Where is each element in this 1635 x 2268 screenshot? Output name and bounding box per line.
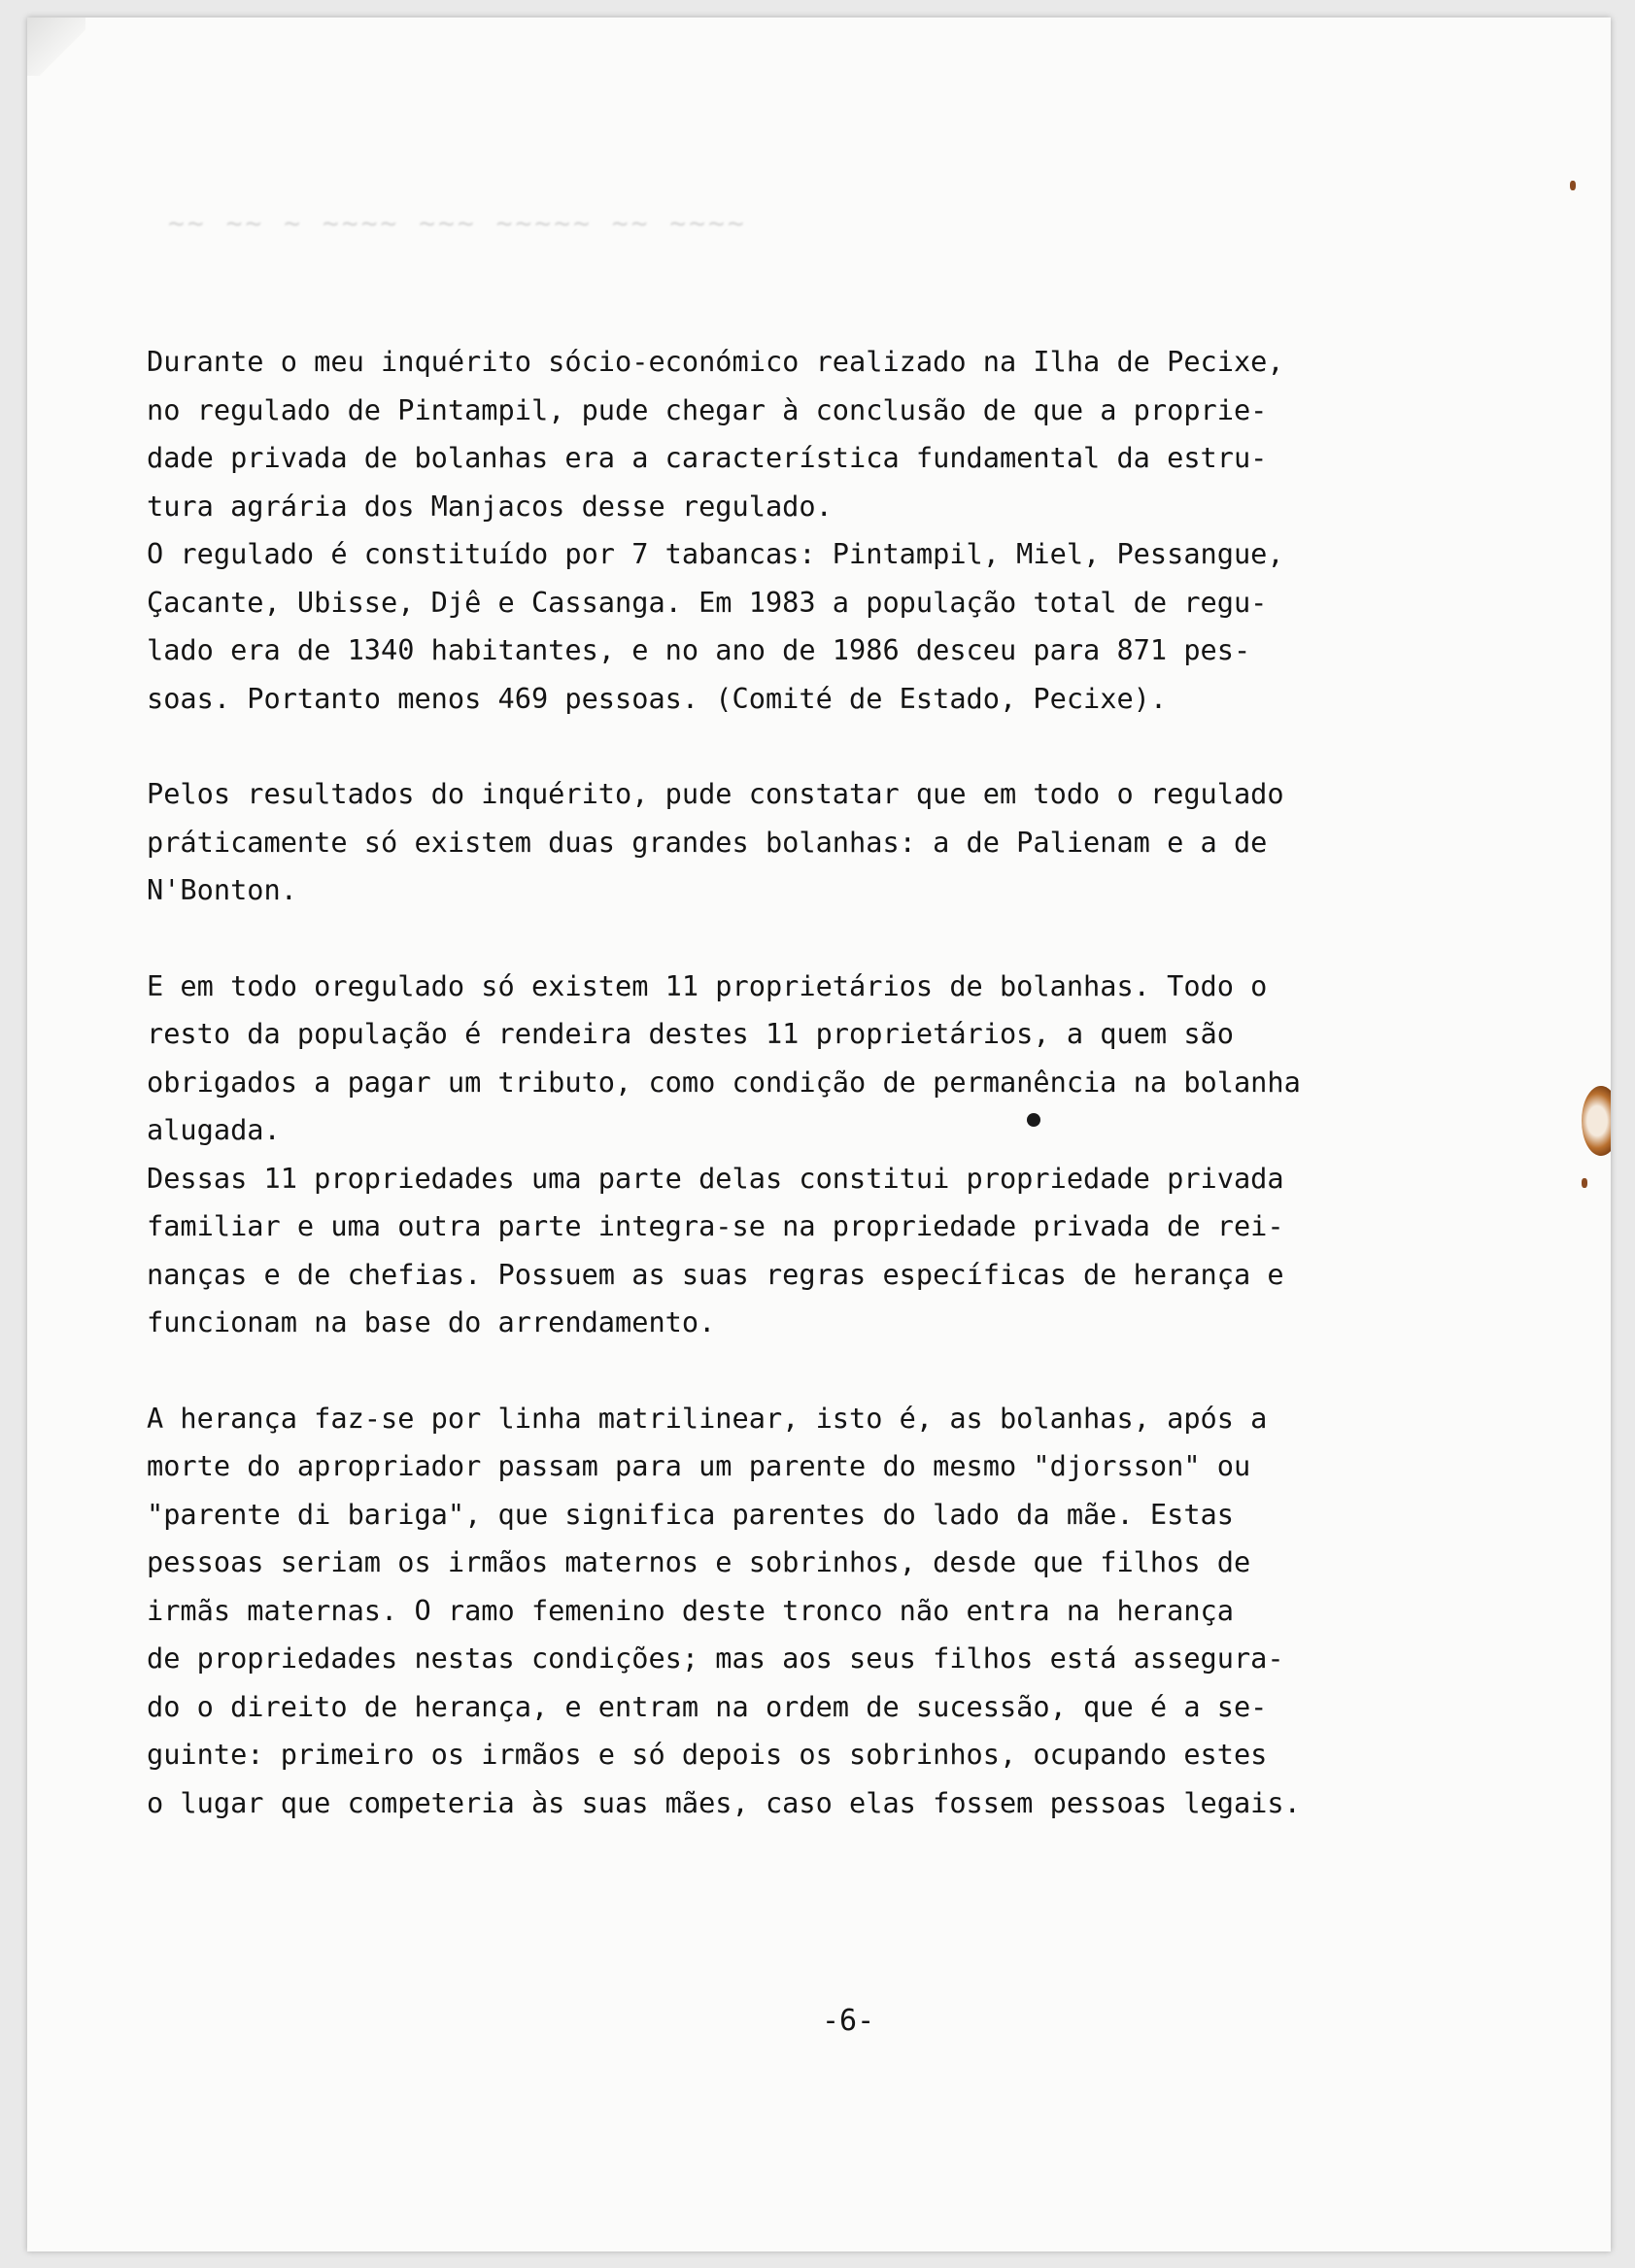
- text-line: E em todo oregulado só existem 11 proprietários de bolanhas. Todo o: [147, 968, 1268, 1002]
- text-line: Pelos resultados do inquérito, pude constatar que em todo o regulado: [147, 777, 1284, 810]
- body-text: [147, 338, 1502, 1827]
- text-line: Dessas 11 propriedades uma parte delas constitui propriedade privada: [147, 1161, 1284, 1195]
- paragraph: [147, 963, 1502, 1155]
- paragraph: [147, 770, 1502, 915]
- ink-dot: [1027, 1113, 1040, 1127]
- text-line: A herança faz-se por linha matrilinear, isto é, as bolanhas, após a: [147, 1401, 1268, 1435]
- rust-speck: [1582, 1178, 1587, 1188]
- rust-speck: [1570, 181, 1576, 190]
- paragraph: [147, 530, 1502, 723]
- text-line: obrigados a pagar um tributo, como condição de permanência na bolanha: [147, 1065, 1301, 1099]
- paragraph: [147, 1395, 1502, 1828]
- text-line: familiar e uma outra parte integra-se na propriedade privada de rei-: [147, 1209, 1284, 1242]
- text-line: morte do apropriador passam para um parente do mesmo "djorsson" ou: [147, 1449, 1251, 1482]
- text-line: funcionam na base do arrendamento.: [147, 1305, 716, 1338]
- text-line: O regulado é constituído por 7 tabancas: Pintampil, Miel, Pessangue,: [147, 537, 1284, 570]
- text-line: N'Bonton.: [147, 873, 297, 906]
- faded-header: ~~ ~~ ~ ~~~~ ~~~ ~~~~~ ~~ ~~~~: [168, 207, 747, 239]
- text-line: guinte: primeiro os irmãos e só depois os sobrinhos, ocupando estes: [147, 1738, 1268, 1771]
- text-line: lado era de 1340 habitantes, e no ano de 1986 desceu para 871 pes-: [147, 633, 1251, 666]
- text-line: soas. Portanto menos 469 pessoas. (Comité de Estado, Pecixe).: [147, 681, 1168, 715]
- text-line: irmãs maternas. O ramo femenino deste tronco não entra na herança: [147, 1593, 1234, 1627]
- text-line: "parente di bariga", que significa parentes do lado da mãe. Estas: [147, 1497, 1234, 1531]
- text-line: de propriedades nestas condições; mas aos seus filhos está assegura-: [147, 1642, 1284, 1675]
- text-line: nanças e de chefias. Possuem as suas regras específicas de herança e: [147, 1257, 1284, 1291]
- text-line: pessoas seriam os irmãos maternos e sobrinhos, desde que filhos de: [147, 1545, 1251, 1578]
- text-line: no regulado de Pintampil, pude chegar à conclusão de que a proprie-: [147, 392, 1268, 426]
- page-number: -6-: [822, 2004, 875, 2038]
- text-line: o lugar que competeria às suas mães, caso elas fossem pessoas legais.: [147, 1785, 1301, 1819]
- text-line: dade privada de bolanhas era a característica fundamental da estru-: [147, 441, 1268, 474]
- text-line: alugada.: [147, 1113, 281, 1146]
- document-page: [27, 17, 1611, 2251]
- text-line: tura agrária dos Manjacos desse regulado.: [147, 489, 833, 523]
- text-line: práticamente só existem duas grandes bolanhas: a de Palienam e a de: [147, 825, 1268, 859]
- text-line: resto da população é rendeira destes 11 proprietários, a quem são: [147, 1017, 1234, 1050]
- paragraph: [147, 338, 1502, 530]
- paragraph: [147, 1155, 1502, 1347]
- punch-hole-stain: [1582, 1086, 1611, 1156]
- text-line: Durante o meu inquérito sócio-económico realizado na Ilha de Pecixe,: [147, 345, 1284, 378]
- text-line: do o direito de herança, e entram na ordem de sucessão, que é a se-: [147, 1689, 1268, 1723]
- text-line: Çacante, Ubisse, Djê e Cassanga. Em 1983 a população total de regu-: [147, 585, 1268, 619]
